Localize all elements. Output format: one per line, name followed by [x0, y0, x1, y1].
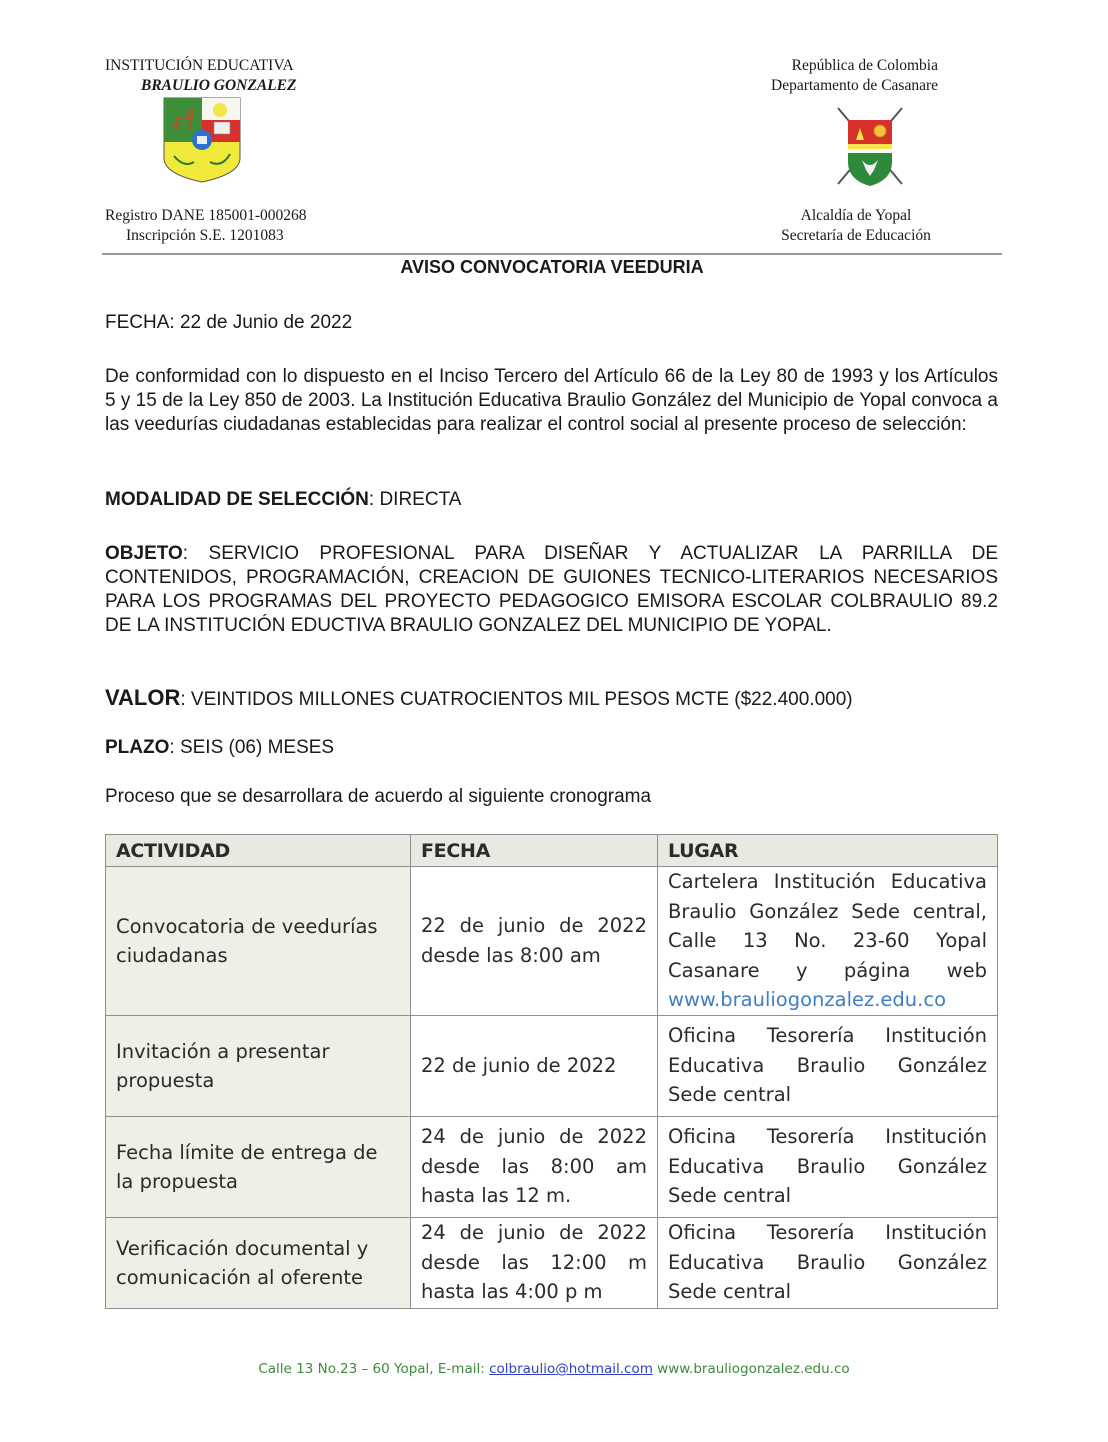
footer-address: Calle 13 No.23 – 60 Yopal, E-mail:	[258, 1361, 490, 1377]
cell-fecha: 22 de junio de 2022	[411, 1015, 658, 1116]
header-lugar: LUGAR	[658, 835, 998, 867]
department-name: Departamento de Casanare	[771, 77, 938, 94]
school-crest-icon	[160, 96, 244, 184]
header-divider	[102, 253, 1002, 255]
lugar-line: Educativa Braulio González	[668, 1053, 987, 1077]
modalidad-label: MODALIDAD DE SELECCIÓN	[105, 489, 369, 510]
lugar-line: Sede central	[668, 1184, 792, 1208]
cell-actividad: Verificación documental y comunicación al oferente	[106, 1217, 411, 1308]
cell-fecha: 24 de junio de 2022 desde las 12:00 m hasta las 4:00 p m	[411, 1217, 658, 1308]
table-row	[106, 1217, 998, 1308]
plazo-value: : SEIS (06) MESES	[169, 737, 335, 758]
document-title: AVISO CONVOCATORIA VEEDURIA	[400, 257, 704, 277]
footer-email-link[interactable]: colbraulio@hotmail.com	[489, 1361, 653, 1377]
country-name: República de Colombia	[791, 57, 938, 74]
lugar-line: Oficina Tesorería Institución	[668, 1024, 987, 1048]
registration-info	[105, 206, 307, 246]
cell-actividad: Invitación a presentar propuesta	[106, 1015, 411, 1116]
lugar-line: Casanare y página web	[668, 958, 987, 982]
table-row	[106, 867, 998, 1016]
dane-registration: Registro DANE 185001-000268	[105, 207, 307, 224]
lugar-line: Educativa Braulio González	[668, 1154, 987, 1178]
institution-header	[105, 56, 296, 96]
document-date: FECHA: 22 de Junio de 2022	[105, 312, 353, 333]
plazo-label: PLAZO	[105, 737, 170, 758]
lugar-line: Oficina Tesorería Institución	[668, 1125, 987, 1149]
website-link[interactable]: www.brauliogonzalez.edu.co	[668, 988, 947, 1011]
alcaldia-name: Alcaldía de Yopal	[800, 207, 912, 224]
institution-type: INSTITUCIÓN EDUCATIVA	[105, 57, 294, 74]
cell-actividad: Fecha límite de entrega de la propuesta	[106, 1116, 411, 1217]
lugar-line: Cartelera Institución Educativa	[668, 870, 987, 893]
header-actividad: ACTIVIDAD	[106, 835, 411, 867]
institution-name: BRAULIO GONZALEZ	[141, 77, 297, 94]
municipal-info	[770, 206, 942, 246]
cronograma-intro: Proceso que se desarrollara de acuerdo al siguiente cronograma	[105, 786, 652, 807]
objeto-value: : SERVICIO PROFESIONAL PARA DISEÑAR Y ACTUALIZAR LA PARRILLA DE CONTENIDOS, PROGRAMACIÓN, CREACION DE GUIONES TECNICO-LITERARIOS NECESARIOS PARA LOS PROGRAMAS DEL PROYECTO PEDAGOGICO EMISORA ESCOLAR COLBRAULIO 89.2 DE LA INSTITUCIÓN EDUCTIVA BRAULIO GONZALEZ DEL MUNICIPIO DE YOPAL.	[105, 543, 998, 636]
lugar-line: Sede central	[668, 1280, 792, 1304]
modalidad-value: : DIRECTA	[368, 489, 462, 510]
table-row	[106, 1015, 998, 1116]
intro-paragraph: De conformidad con lo dispuesto en el Inciso Tercero del Artículo 66 de la Ley 80 de 1993 y los Artículos 5 y 15 de la Ley 850 de 2003. La Institución Educativa Braulio González del Municipio de Yopal convoca a las veedurías ciudadanas establecidas para realizar el control social al presente proceso de selección:	[105, 366, 998, 435]
lugar-line: Sede central	[668, 1083, 792, 1107]
table-header-row	[106, 835, 998, 867]
plazo-line	[105, 736, 998, 760]
cell-lugar	[658, 1116, 998, 1217]
casanare-coat-of-arms-icon	[832, 104, 908, 188]
valor-value: : VEINTIDOS MILLONES CUATROCIENTOS MIL PESOS MCTE ($22.400.000)	[180, 689, 853, 710]
cell-fecha: 24 de junio de 2022 desde las 8:00 am hasta las 12 m.	[411, 1116, 658, 1217]
modalidad-line	[105, 488, 998, 512]
lugar-line: Calle 13 No. 23-60 Yopal	[668, 929, 987, 952]
se-inscription: Inscripción S.E. 1201083	[126, 227, 284, 244]
cell-lugar	[658, 1217, 998, 1308]
footer-website: www.brauliogonzalez.edu.co	[652, 1361, 850, 1377]
government-header	[771, 56, 938, 96]
lugar-line: Oficina Tesorería Institución	[668, 1221, 987, 1245]
valor-line	[105, 686, 998, 712]
valor-label: VALOR	[105, 685, 181, 710]
lugar-line: Braulio González Sede central,	[668, 899, 987, 923]
schedule-table	[105, 834, 998, 1309]
cell-lugar	[658, 867, 998, 1016]
lugar-line: Educativa Braulio González	[668, 1250, 987, 1274]
objeto-paragraph	[105, 542, 998, 638]
table-row	[106, 1116, 998, 1217]
page-footer	[0, 1361, 1108, 1377]
objeto-label: OBJETO	[105, 543, 183, 564]
header-fecha: FECHA	[411, 835, 658, 867]
secretaria-name: Secretaría de Educación	[781, 227, 931, 244]
cell-fecha: 22 de junio de 2022 desde las 8:00 am	[411, 867, 658, 1016]
cell-lugar	[658, 1015, 998, 1116]
cell-actividad: Convocatoria de veedurías ciudadanas	[106, 867, 411, 1016]
